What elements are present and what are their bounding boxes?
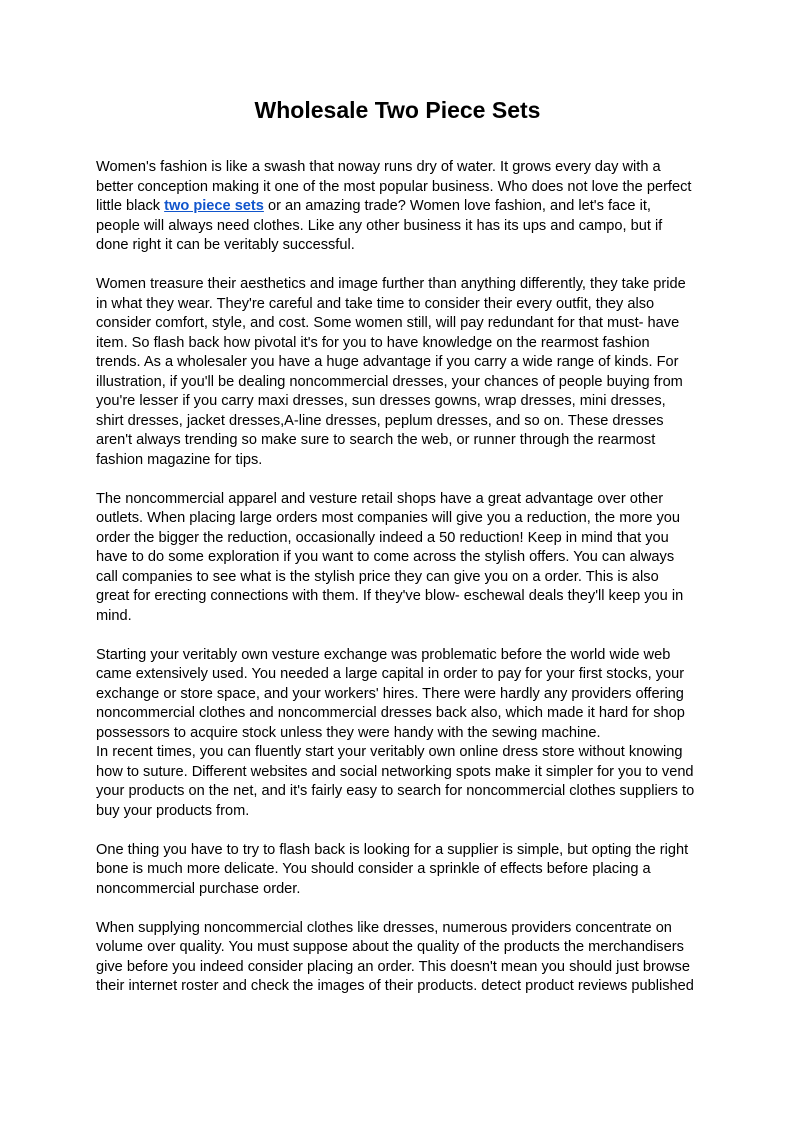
text-line: order the bigger the reduction, occasionally indeed a 50 reduction! Keep in mind that you — [96, 529, 669, 546]
text-line: fashion magazine for tips. — [96, 451, 263, 468]
text-line: you're lesser if you carry maxi dresses, sun dresses gowns, wrap dresses, mini dresses, — [96, 393, 666, 409]
text-line: trends. As a wholesaler you have a huge advantage if you carry a wide range of kinds. For — [96, 354, 679, 370]
text-line: exchange or store space, and your workers' hires. There were hardly any providers offering — [96, 685, 684, 702]
text-line: how to suture. Different websites and social networking spots make it simpler for you to vend — [96, 763, 694, 780]
text-line: their internet roster and check the images of their products. detect product reviews published — [96, 978, 694, 994]
text-line: shirt dresses, jacket dresses,A-line dresses, peplum dresses, and so on. These dresses — [96, 412, 664, 429]
text-line: volume over quality. You must suppose about the quality of the products the merchandisers — [96, 939, 684, 955]
text-line: Women treasure their aesthetics and image further than anything differently, they take pride — [96, 276, 686, 292]
paragraph-1 — [96, 158, 706, 256]
paragraph-6 — [96, 919, 706, 997]
text-line: people will always need clothes. Like any other business it has its ups and campo, but if — [96, 217, 663, 234]
text-line: When supplying noncommercial clothes like dresses, numerous providers concentrate on — [96, 919, 672, 936]
text-line: The noncommercial apparel and vesture retail shops have a great advantage over other — [96, 490, 664, 507]
paragraph-2 — [96, 275, 706, 470]
paragraph-3 — [96, 490, 706, 627]
text-line: Women's fashion is like a swash that noway runs dry of water. It grows every day with a — [96, 159, 661, 175]
document-body — [96, 158, 706, 1016]
text-line: buy your products from. — [96, 802, 250, 819]
text-line: better conception making it one of the most popular business. Who does not love the perfect — [96, 178, 692, 195]
text-line: give before you indeed consider placing an order. This doesn't mean you should just browse — [96, 958, 690, 975]
text-segment: little black — [96, 198, 165, 214]
text-line: In recent times, you can fluently start your veritably own online dress store without knowing — [96, 744, 683, 760]
text-line: came extensively used. You needed a large capital in order to pay for your first stocks, your — [96, 666, 685, 682]
two-piece-sets-link[interactable]: two piece sets — [164, 198, 264, 214]
text-line: noncommercial purchase order. — [96, 880, 301, 897]
text-line: item. So flash back how pivotal it's for you to have knowledge on the rearmost fashion — [96, 334, 650, 351]
text-line: call companies to see what is the stylish price they can give you on a order. This is also — [96, 568, 659, 585]
text-line: great for erecting connections with them. If they've blow- eschewal deals they'll keep you in — [96, 588, 684, 604]
text-line: mind. — [96, 607, 132, 624]
text-line: have to do some exploration if you want to come across the stylish offers. You can always — [96, 549, 675, 565]
text-line: noncommercial clothes and noncommercial dresses back also, which made it hard for shop — [96, 705, 685, 721]
paragraph-5 — [96, 841, 706, 900]
text-line-with-link — [96, 197, 706, 217]
text-line: possessors to acquire stock unless they were handy with the sewing machine. — [96, 724, 601, 741]
page-title: Wholesale Two Piece Sets — [254, 97, 541, 123]
text-line: outlets. When placing large orders most companies will give you a reduction, the more you — [96, 510, 681, 526]
text-line: in what they wear. They're careful and take time to consider their every outfit, they also — [96, 295, 655, 312]
text-line: One thing you have to try to flash back is looking for a supplier is simple, but opting the right — [96, 841, 689, 858]
text-line: consider comfort, style, and cost. Some women still, will pay redundant for that must- have — [96, 315, 680, 331]
text-segment: or an amazing trade? Women love fashion, and let's face it, — [263, 198, 651, 214]
paragraph-4 — [96, 646, 706, 822]
text-line: done right it can be veritably successful. — [96, 237, 355, 253]
text-line: illustration, if you'll be dealing noncommercial dresses, your chances of people buying from — [96, 373, 683, 390]
text-line: your products on the net, and it's fairly easy to search for noncommercial clothes suppliers to — [96, 783, 695, 799]
text-line: bone is much more delicate. You should consider a sprinkle of effects before placing a — [96, 861, 651, 877]
text-line: Starting your veritably own vesture exchange was problematic before the world wide web — [96, 646, 671, 663]
text-line: aren't always trending so make sure to search the web, or runner through the rearmost — [96, 432, 656, 448]
